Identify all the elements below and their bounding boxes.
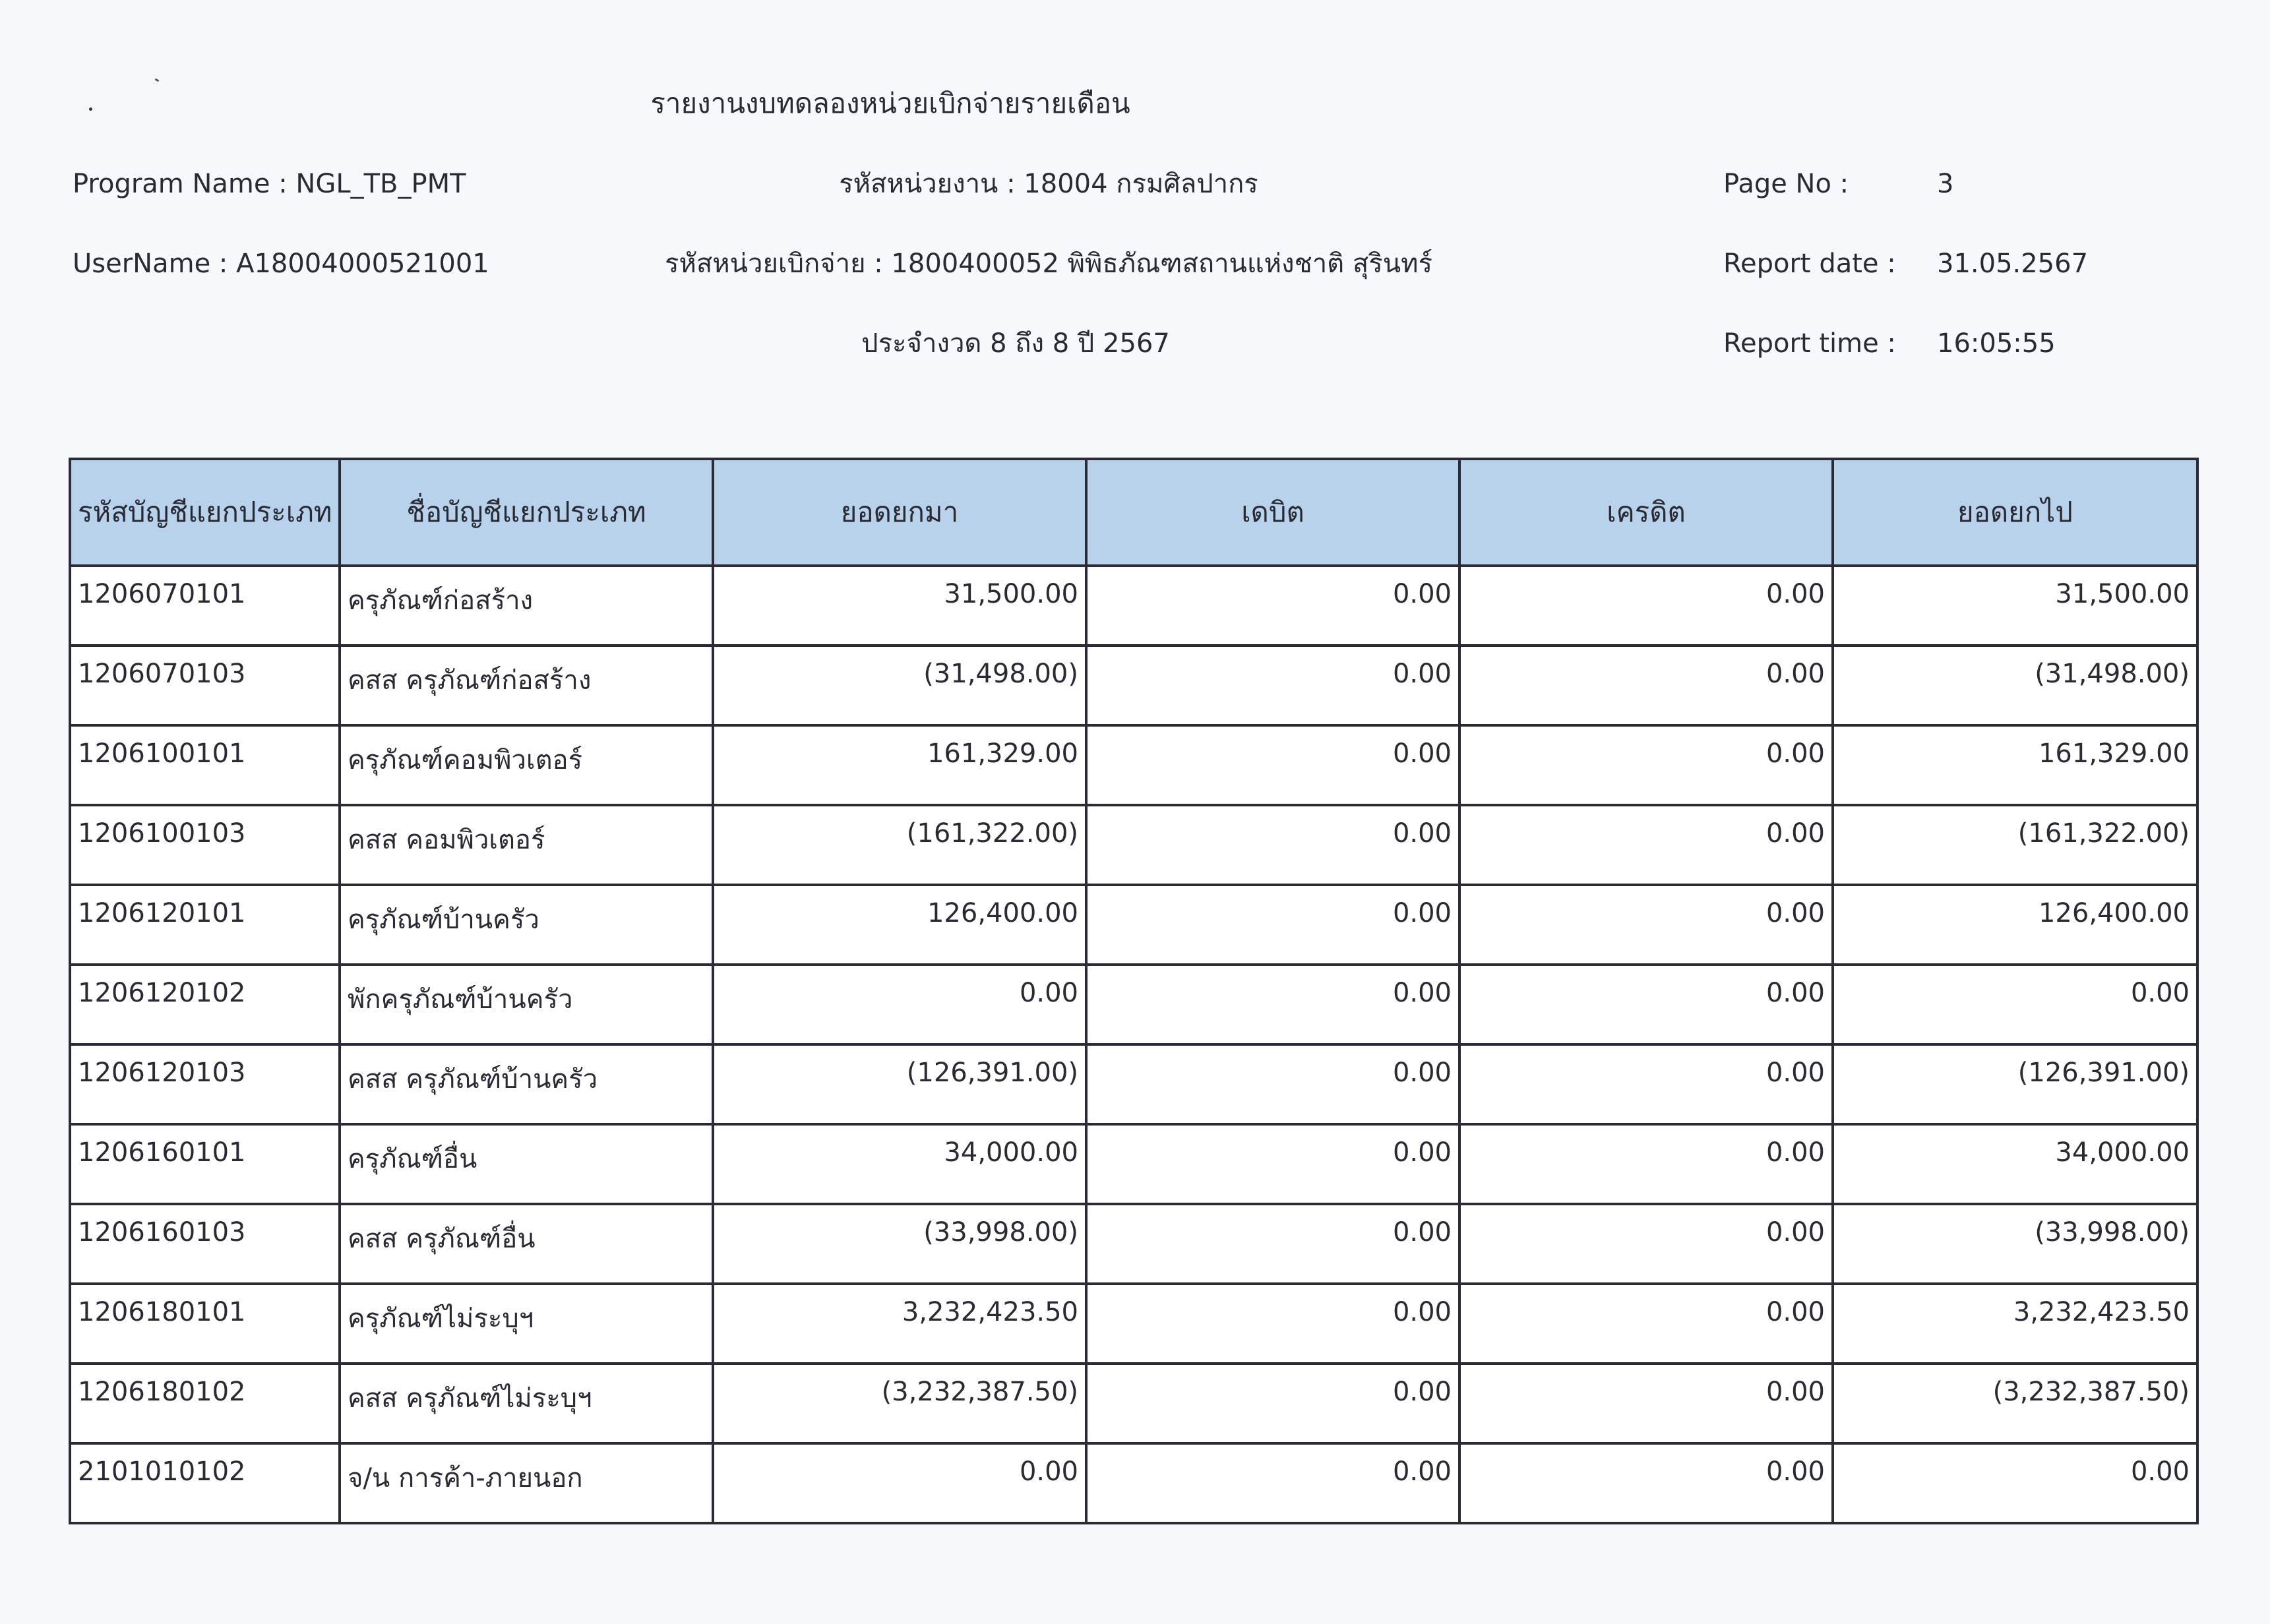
debit-cell: 0.00	[1086, 1124, 1459, 1204]
credit-cell: 0.00	[1459, 885, 1833, 965]
debit-cell: 0.00	[1086, 1204, 1459, 1284]
credit-cell: 0.00	[1459, 805, 1833, 885]
account-code-cell: 1206120101	[70, 885, 340, 965]
carried-forward-cell: (31,498.00)	[1833, 646, 2197, 725]
account-code-cell: 2101010102	[70, 1443, 340, 1523]
table-row	[70, 965, 2197, 1044]
credit-cell: 0.00	[1459, 1044, 1833, 1124]
account-code-cell: 1206160103	[70, 1204, 340, 1284]
table-row	[70, 1204, 2197, 1284]
account-code-cell: 1206070101	[70, 566, 340, 646]
debit-cell: 0.00	[1086, 566, 1459, 646]
program-name: Program Name : NGL_TB_PMT	[73, 169, 466, 199]
credit-cell: 0.00	[1459, 1124, 1833, 1204]
account-code-cell: 1206180101	[70, 1284, 340, 1364]
account-code-cell: 1206180102	[70, 1364, 340, 1443]
report-time-label: Report time :	[1723, 328, 1896, 359]
trial-balance-table	[69, 458, 2199, 1524]
brought-forward-cell: 0.00	[713, 965, 1086, 1044]
account-name-cell: คสส ครุภัณฑ์บ้านครัว	[340, 1044, 713, 1124]
brought-forward-cell: (126,391.00)	[713, 1044, 1086, 1124]
account-name-cell: ครุภัณฑ์ไม่ระบุฯ	[340, 1284, 713, 1364]
table-row	[70, 1284, 2197, 1364]
report-title: รายงานงบทดลองหน่วยเบิกจ่ายรายเดือน	[650, 87, 1130, 119]
carried-forward-cell: 0.00	[1833, 1443, 2197, 1523]
disbursement-unit-line: รหัสหน่วยเบิกจ่าย : 1800400052 พิพิธภัณฑสถานแห่งชาติ สุรินทร์	[665, 249, 1432, 279]
period-line: ประจำงวด 8 ถึง 8 ปี 2567	[861, 328, 1170, 359]
account-name-cell: พักครุภัณฑ์บ้านครัว	[340, 965, 713, 1044]
carried-forward-cell: 31,500.00	[1833, 566, 2197, 646]
account-code-cell: 1206120102	[70, 965, 340, 1044]
table-row	[70, 1364, 2197, 1443]
carried-forward-cell: 3,232,423.50	[1833, 1284, 2197, 1364]
page-no-label: Page No :	[1723, 169, 1849, 199]
account-name-cell: ครุภัณฑ์อื่น	[340, 1124, 713, 1204]
debit-cell: 0.00	[1086, 885, 1459, 965]
account-code-cell: 1206070103	[70, 646, 340, 725]
account-code-cell: 1206120103	[70, 1044, 340, 1124]
brought-forward-cell: 0.00	[713, 1443, 1086, 1523]
debit-cell: 0.00	[1086, 1364, 1459, 1443]
debit-cell: 0.00	[1086, 965, 1459, 1044]
credit-cell: 0.00	[1459, 1284, 1833, 1364]
carried-forward-cell: 34,000.00	[1833, 1124, 2197, 1204]
debit-cell: 0.00	[1086, 725, 1459, 805]
header-account-name: ชื่อบัญชีแยกประเภท	[340, 459, 713, 566]
report-date-label: Report date :	[1723, 249, 1896, 279]
brought-forward-cell: (31,498.00)	[713, 646, 1086, 725]
user-name: UserName : A18004000521001	[73, 249, 489, 279]
table-row	[70, 1124, 2197, 1204]
carried-forward-cell: 0.00	[1833, 965, 2197, 1044]
credit-cell: 0.00	[1459, 646, 1833, 725]
table-row	[70, 805, 2197, 885]
table-header-row	[70, 459, 2197, 566]
page-no-value: 3	[1937, 169, 1954, 199]
account-code-cell: 1206100103	[70, 805, 340, 885]
brought-forward-cell: 3,232,423.50	[713, 1284, 1086, 1364]
debit-cell: 0.00	[1086, 1044, 1459, 1124]
brought-forward-cell: (33,998.00)	[713, 1204, 1086, 1284]
account-name-cell: คสส ครุภัณฑ์ก่อสร้าง	[340, 646, 713, 725]
account-name-cell: คสส ครุภัณฑ์ไม่ระบุฯ	[340, 1364, 713, 1443]
brought-forward-cell: 34,000.00	[713, 1124, 1086, 1204]
header-credit: เครดิต	[1459, 459, 1833, 566]
debit-cell: 0.00	[1086, 646, 1459, 725]
header-debit: เดบิต	[1086, 459, 1459, 566]
account-name-cell: คสส คอมพิวเตอร์	[340, 805, 713, 885]
table-row	[70, 1044, 2197, 1124]
table-row	[70, 1443, 2197, 1523]
brought-forward-cell: (3,232,387.50)	[713, 1364, 1086, 1443]
account-name-cell: ครุภัณฑ์บ้านครัว	[340, 885, 713, 965]
carried-forward-cell: (161,322.00)	[1833, 805, 2197, 885]
credit-cell: 0.00	[1459, 1364, 1833, 1443]
table-row	[70, 725, 2197, 805]
table-row	[70, 885, 2197, 965]
account-code-cell: 1206100101	[70, 725, 340, 805]
account-name-cell: จ/น การค้า-ภายนอก	[340, 1443, 713, 1523]
brought-forward-cell: 126,400.00	[713, 885, 1086, 965]
brought-forward-cell: 161,329.00	[713, 725, 1086, 805]
account-name-cell: ครุภัณฑ์คอมพิวเตอร์	[340, 725, 713, 805]
carried-forward-cell: 161,329.00	[1833, 725, 2197, 805]
scan-mark	[155, 78, 160, 82]
carried-forward-cell: (126,391.00)	[1833, 1044, 2197, 1124]
agency-line: รหัสหน่วยงาน : 18004 กรมศิลปากร	[839, 169, 1258, 199]
account-code-cell: 1206160101	[70, 1124, 340, 1204]
carried-forward-cell: 126,400.00	[1833, 885, 2197, 965]
carried-forward-cell: (33,998.00)	[1833, 1204, 2197, 1284]
account-name-cell: คสส ครุภัณฑ์อื่น	[340, 1204, 713, 1284]
brought-forward-cell: (161,322.00)	[713, 805, 1086, 885]
credit-cell: 0.00	[1459, 965, 1833, 1044]
header-carried-forward: ยอดยกไป	[1833, 459, 2197, 566]
credit-cell: 0.00	[1459, 725, 1833, 805]
debit-cell: 0.00	[1086, 1443, 1459, 1523]
credit-cell: 0.00	[1459, 566, 1833, 646]
table-row	[70, 566, 2197, 646]
report-date-value: 31.05.2567	[1937, 249, 2089, 279]
header-brought-forward: ยอดยกมา	[713, 459, 1086, 566]
account-name-cell: ครุภัณฑ์ก่อสร้าง	[340, 566, 713, 646]
brought-forward-cell: 31,500.00	[713, 566, 1086, 646]
credit-cell: 0.00	[1459, 1443, 1833, 1523]
debit-cell: 0.00	[1086, 1284, 1459, 1364]
table-row	[70, 646, 2197, 725]
header-account-code: รหัสบัญชีแยกประเภท	[70, 459, 340, 566]
debit-cell: 0.00	[1086, 805, 1459, 885]
report-time-value: 16:05:55	[1937, 328, 2056, 359]
credit-cell: 0.00	[1459, 1204, 1833, 1284]
carried-forward-cell: (3,232,387.50)	[1833, 1364, 2197, 1443]
